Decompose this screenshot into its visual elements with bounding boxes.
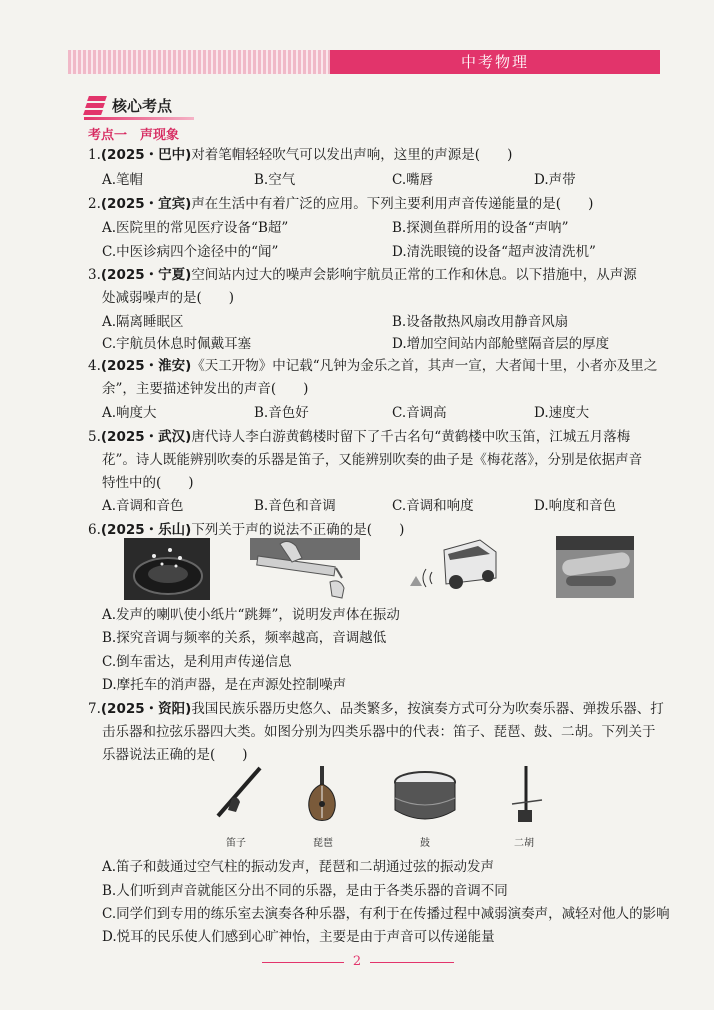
erhu-image — [506, 764, 546, 828]
question-1-option-d: D.声带 — [534, 172, 576, 188]
question-4-option-c: C.音调高 — [392, 405, 447, 421]
question-7-option-b: B.人们听到声音就能区分出不同的乐器，是由于各类乐器的音调不同 — [102, 883, 508, 899]
section-underline — [84, 117, 194, 120]
instrument-label-drum: 鼓 — [420, 838, 430, 849]
question-5-option-d: D.响度和音色 — [534, 498, 617, 514]
header-title: 中考物理 — [460, 53, 529, 71]
flute-image — [212, 764, 268, 820]
question-5-option-b: B.音色和音调 — [254, 498, 336, 514]
reversing-radar-car-image — [404, 536, 500, 598]
question-7-line-3: 乐器说法正确的是( ) — [102, 747, 248, 763]
question-2-option-a: A.医院里的常见医疗设备“B超” — [102, 220, 289, 236]
question-4-option-d: D.速度大 — [534, 405, 590, 421]
question-1-option-b: B.空气 — [254, 172, 296, 188]
question-5-line-3: 特性中的( ) — [102, 475, 194, 491]
question-5-line-1: 5.(2025・武汉)唐代诗人李白游黄鹤楼时留下了千古名句“黄鹤楼中吹玉笛，江城五月落梅 — [88, 429, 631, 445]
question-2-option-b: B.探测鱼群所用的设备“声呐” — [392, 220, 569, 236]
speaker-paper-image — [124, 538, 210, 600]
question-2-line-1: 2.(2025・宜宾)声在生活中有着广泛的应用。下列主要利用声音传递能量的是( ) — [88, 196, 594, 212]
instrument-label-erhu: 二胡 — [514, 838, 534, 849]
footer-rule-right — [370, 962, 454, 963]
question-3-line-1: 3.(2025・宁夏)空间站内过大的噪声会影响宇航员正常的工作和休息。以下措施中，从声源 — [88, 267, 637, 283]
question-6-option-b: B.探究音调与频率的关系，频率越高，音调越低 — [102, 630, 387, 646]
question-5-line-2: 花”。诗人既能辨别吹奏的乐器是笛子，又能辨别吹奏的曲子是《梅花落》，分别是依据声音 — [102, 452, 643, 468]
question-6-line-1: 6.(2025・乐山)下列关于声的说法不正确的是( ) — [88, 522, 405, 538]
topic-heading: 考点一 声现象 — [88, 128, 180, 143]
question-3-option-d: D.增加空间站内部舱壁隔音层的厚度 — [392, 336, 610, 352]
question-6-option-c: C.倒车雷达，是利用声传递信息 — [102, 654, 292, 670]
question-6-option-d: D.摩托车的消声器，是在声源处控制噪声 — [102, 677, 347, 693]
question-2-option-c: C.中医诊病四个途径中的“闻” — [102, 244, 279, 260]
question-3-option-b: B.设备散热风扇改用静音风扇 — [392, 314, 569, 330]
question-5-option-c: C.音调和响度 — [392, 498, 474, 514]
question-3-option-c: C.宇航员休息时佩戴耳塞 — [102, 336, 252, 352]
section-title: 核心考点 — [112, 97, 173, 115]
question-1-line-1: 1.(2025・巴中)对着笔帽轻轻吹气可以发出声响，这里的声源是( ) — [88, 147, 513, 163]
question-4-option-b: B.音色好 — [254, 405, 309, 421]
motorcycle-muffler-image — [556, 536, 634, 598]
question-1-option-a: A.笔帽 — [102, 172, 144, 188]
question-3-line-2: 处减弱噪声的是( ) — [102, 290, 235, 306]
instrument-label-flute: 笛子 — [226, 838, 246, 849]
question-3-option-a: A.隔离睡眠区 — [102, 314, 184, 330]
question-7-option-d: D.悦耳的民乐使人们感到心旷神怡，主要是由于声音可以传递能量 — [102, 929, 495, 945]
drum-image — [392, 770, 458, 826]
question-4-option-a: A.响度大 — [102, 405, 157, 421]
question-4-line-1: 4.(2025・淮安)《天工开物》中记载“凡钟为金乐之首，其声一宣，大者闻十里，小者亦及里之 — [88, 358, 658, 374]
question-5-option-a: A.音调和音色 — [102, 498, 184, 514]
question-7-option-c: C.同学们到专用的练乐室去演奏各种乐器，有利于在传播过程中减弱演奏声，减轻对他人的影响 — [102, 906, 670, 922]
ruler-on-table-image — [250, 538, 360, 602]
question-7-option-a: A.笛子和鼓通过空气柱的振动发声，琵琶和二胡通过弦的振动发声 — [102, 859, 495, 875]
question-2-option-d: D.清洗眼镜的设备“超声波清洗机” — [392, 244, 596, 260]
pipa-image — [304, 764, 340, 824]
question-7-line-2: 击乐器和拉弦乐器四大类。如图分别为四类乐器中的代表：笛子、琵琶、鼓、二胡。下列关于 — [102, 724, 656, 740]
page-number: 2 — [352, 954, 362, 969]
footer-rule-left — [262, 962, 344, 963]
question-4-line-2: 余”，主要描述钟发出的声音( ) — [102, 381, 309, 397]
question-6-option-a: A.发声的喇叭使小纸片“跳舞”，说明发声体在振动 — [102, 607, 400, 623]
question-7-line-1: 7.(2025・资阳)我国民族乐器历史悠久、品类繁多，按演奏方式可分为吹奏乐器、弹拨乐器、打 — [88, 701, 664, 717]
section-stripes-icon — [84, 94, 110, 118]
instrument-label-pipa: 琵琶 — [313, 838, 333, 849]
question-1-option-c: C.嘴唇 — [392, 172, 434, 188]
